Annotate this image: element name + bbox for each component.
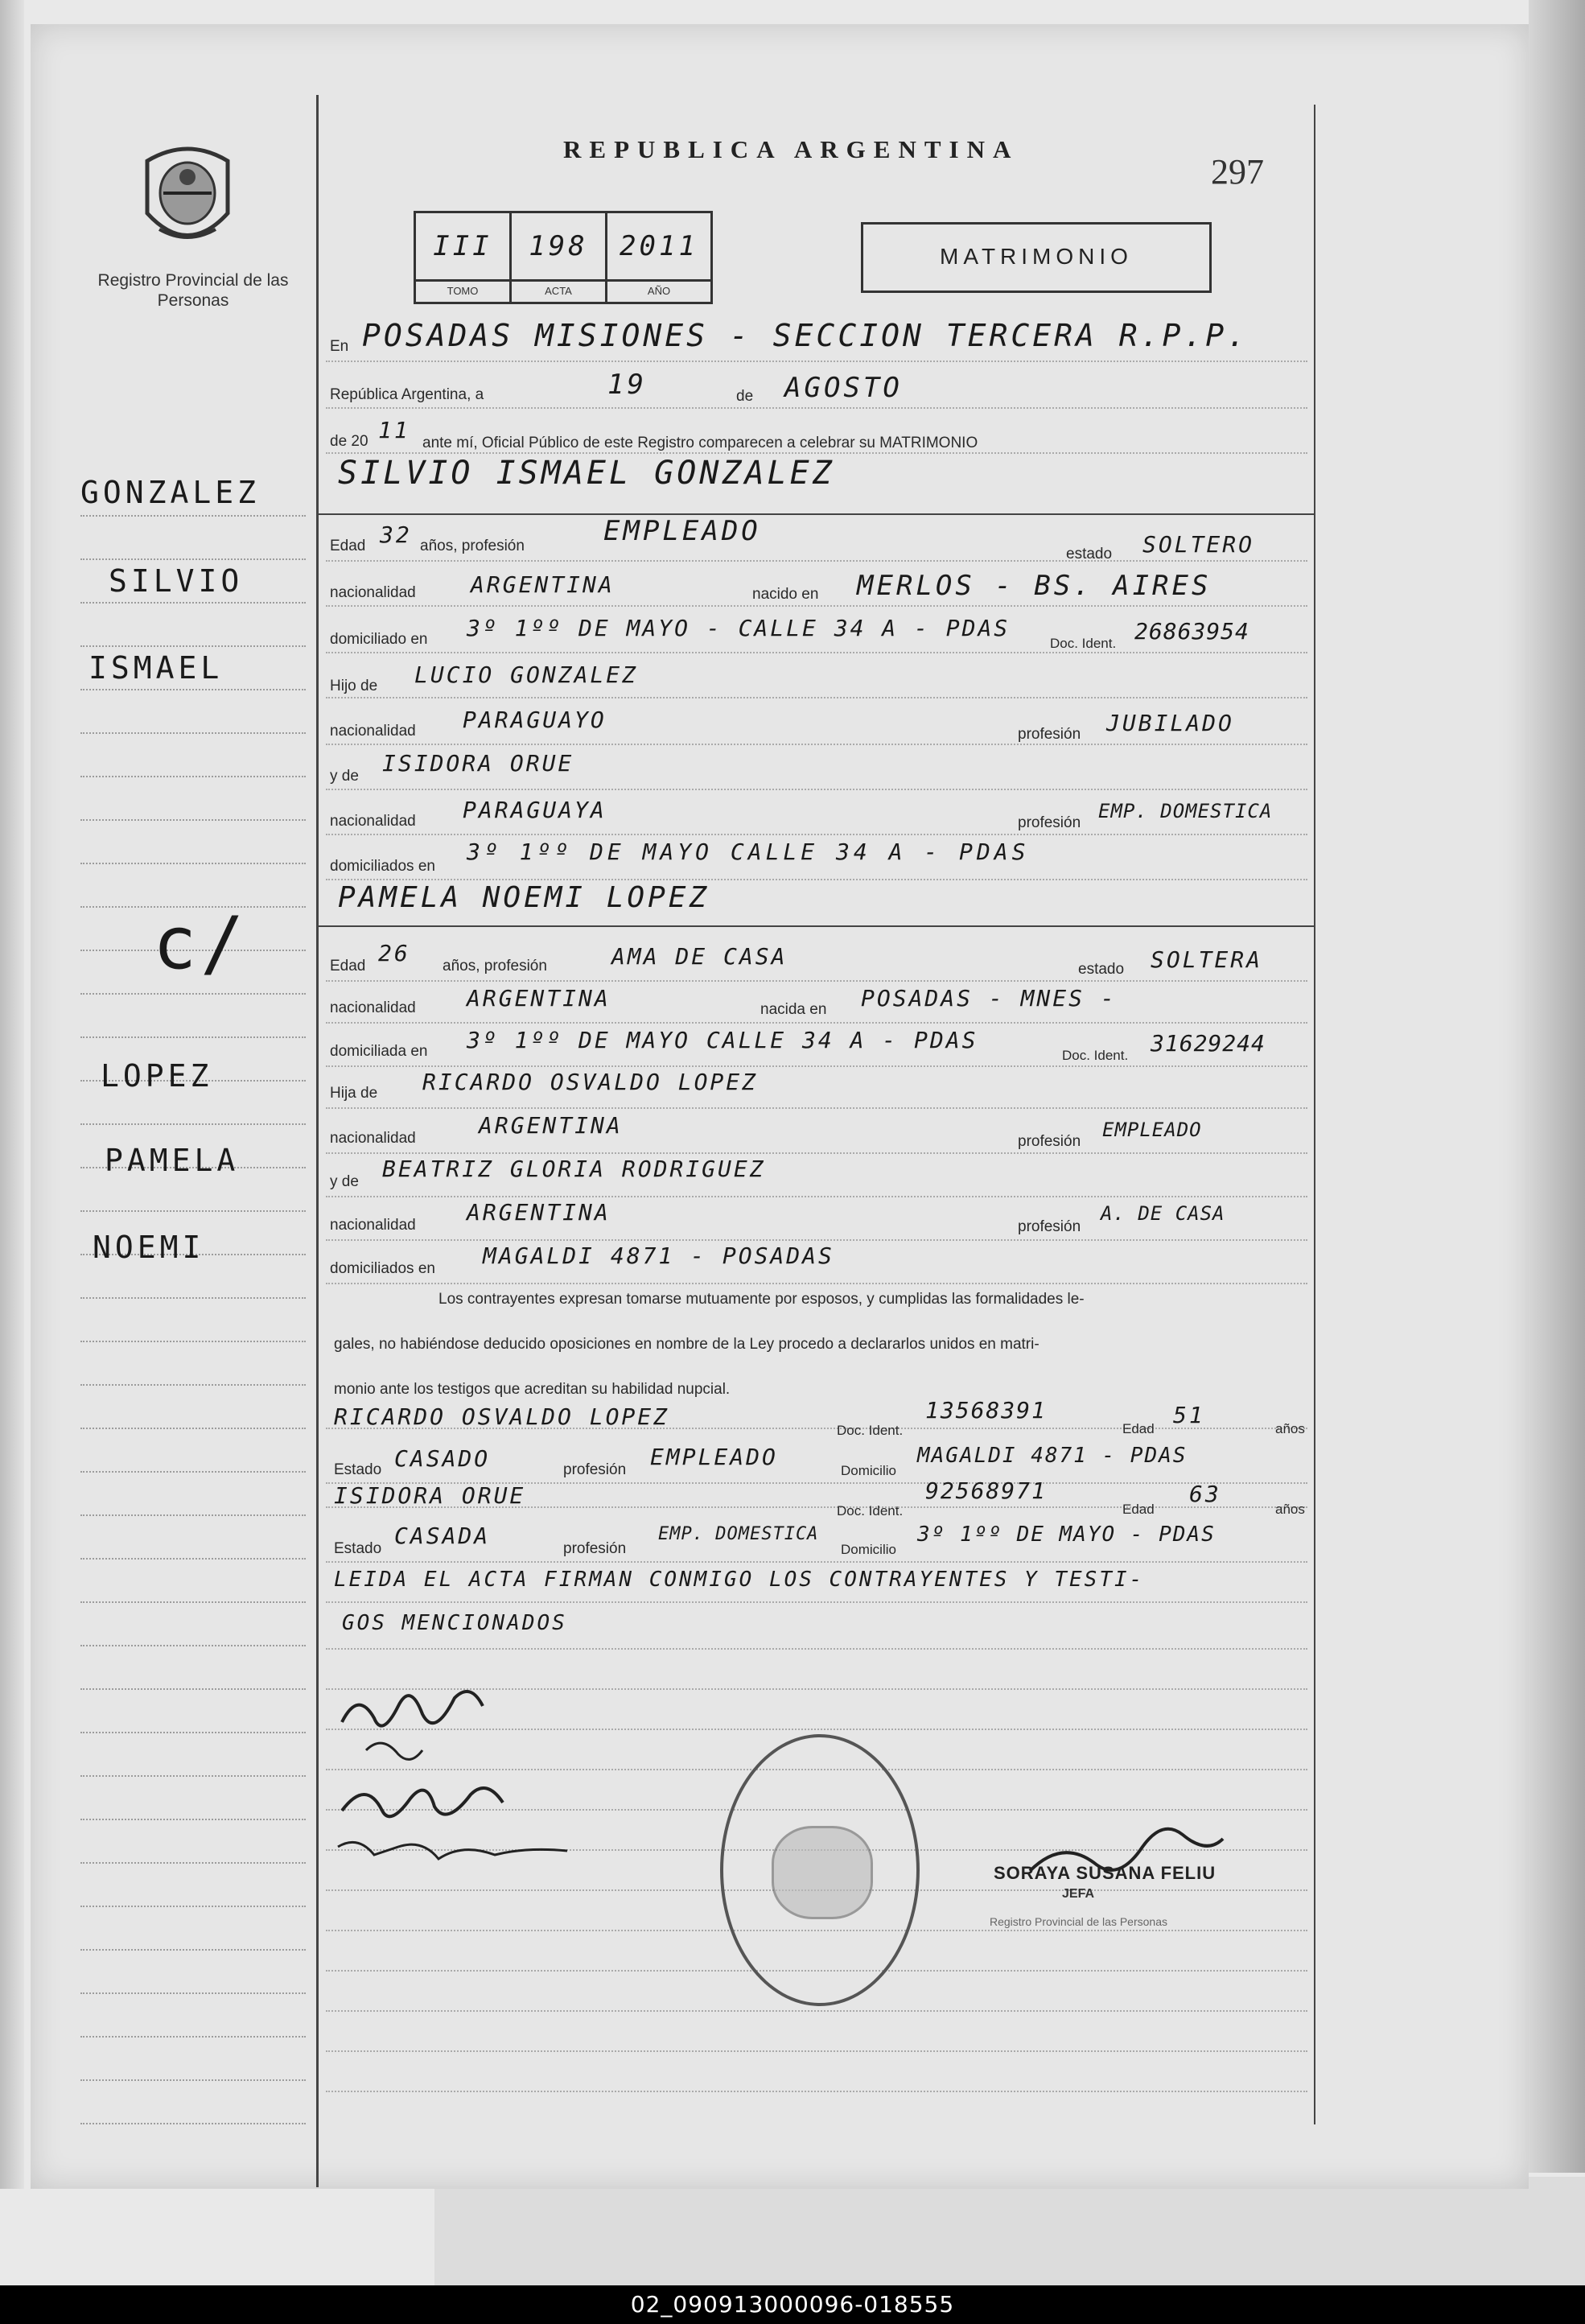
witness2-age: 63 [1189,1481,1221,1507]
groom-mother-prof-label: profesión [1018,814,1081,831]
witness2-doc-label: Doc. Ident. [837,1503,904,1518]
margin-bride-surname: LOPEZ [101,1058,213,1094]
margin-divider-line [316,95,319,2187]
bride-full-name: PAMELA NOEMI LOPEZ [338,881,710,914]
groom-father-nac-label: nacionalidad [330,723,416,740]
margin-ruled-line [80,2036,306,2038]
bride-father-name: RICARDO OSVALDO LOPEZ [422,1069,759,1095]
bride-domiciliados-label: domiciliados en [330,1260,435,1277]
form-field-line [326,1107,1307,1110]
witness2-civil-status: CASADA [394,1523,491,1549]
bride-mother-nationality: ARGENTINA [467,1199,611,1226]
groom-father-prof-label: profesión [1018,726,1081,743]
bride-doc-label: Doc. Ident. [1062,1048,1129,1063]
witness1-profesion-label: profesión [563,1461,627,1478]
bride-age: 26 [378,940,410,966]
form-field-line [326,560,1307,562]
bride-birthplace: POSADAS - MNES - [861,985,1117,1012]
groom-full-name: SILVIO ISMAEL GONZALEZ [338,455,835,492]
tomo-acta-ano-box [414,211,713,304]
bride-name-underline [318,925,1314,927]
margin-ruled-line [80,1819,306,1821]
declaration-line2: gales, no habiéndose deducido oposiciones en nombre de la Ley procedo a declararlos unidos en matri- [334,1336,1040,1353]
witness2-doc-number: 92568971 [925,1477,1047,1504]
groom-doc-number: 26863954 [1134,618,1249,645]
bride-father-nac-label: nacionalidad [330,1130,416,1147]
margin-ruled-line [80,1688,306,1691]
witness1-doc-label: Doc. Ident. [837,1423,904,1438]
official-title: JEFA [1062,1887,1095,1901]
margin-ruled-line [80,1428,306,1430]
registry-name: Registro Provincial de las Personas [97,271,289,310]
book-edge-left [0,0,24,2189]
form-field-line [326,652,1307,654]
appearance-text: ante mí, Oficial Público de este Registro comparecen a celebrar su MATRIMONIO [422,435,978,451]
margin-ruled-line [80,645,306,648]
margin-ruled-line [80,2123,306,2125]
form-field-line [326,697,1307,699]
tomo-cell [416,213,512,279]
witness1-doc-number: 13568391 [925,1397,1047,1424]
bride-yde-label: y de [330,1173,359,1190]
groom-estado-label: estado [1066,546,1113,562]
groom-nacido-label: nacido en [752,586,819,603]
margin-groom-surname: GONZALEZ [80,475,261,510]
witness1-age: 51 [1173,1402,1205,1428]
witness2-profesion-label: profesión [563,1540,627,1557]
book-lower-edge [434,2177,1585,2285]
witness1-edad-label: Edad [1122,1421,1155,1436]
witness2-name: ISIDORA ORUE [334,1482,526,1509]
groom-nationality: ARGENTINA [471,571,615,598]
groom-name-underline [318,513,1314,515]
margin-ruled-line [80,1645,306,1647]
ano-value: 2011 [620,230,698,262]
margin-ruled-line [80,776,306,778]
groom-mother-name: ISIDORA ORUE [382,750,574,777]
margin-ruled-line [80,2079,306,2082]
form-field-line [326,1283,1307,1285]
form-field-line [326,1561,1307,1564]
declaration-line3: monio ante los testigos que acreditan su habilidad nupcial. [334,1381,731,1398]
act-day: 19 [607,369,647,401]
margin-ruled-line [80,1862,306,1865]
groom-mother-nationality: PARAGUAYA [463,797,607,823]
witness1-anos-label: años [1275,1421,1305,1436]
bride-mother-nac-label: nacionalidad [330,1217,416,1234]
body-ruled-line [326,2091,1307,2093]
margin-bride-name2: NOEMI [93,1230,205,1265]
image-id-caption: 02_090913000096-018555 [0,2285,1585,2324]
en-label: En [330,338,349,355]
form-field-line [326,744,1307,746]
form-field-line [326,1152,1307,1155]
official-seal-stamp [720,1734,920,2006]
margin-ruled-line [80,1514,306,1517]
groom-edad-label: Edad [330,538,366,554]
province-coat-of-arms-icon [135,137,240,258]
groom-birthplace: MERLOS - BS. AIRES [857,570,1212,602]
witness2-edad-label: Edad [1122,1502,1155,1517]
groom-domiciliado-label: domiciliado en [330,631,428,648]
margin-ruled-line [80,1601,306,1604]
bride-father-profession: EMPLEADO [1102,1119,1202,1141]
form-field-line [326,1065,1307,1068]
margin-ruled-line [80,558,306,561]
country-heading: REPUBLICA ARGENTINA [563,135,1019,163]
margin-ruled-line [80,1558,306,1560]
book-edge-right [1529,0,1585,2173]
form-field-line [326,605,1307,608]
acta-value: 198 [529,230,588,262]
groom-nacionalidad-label: nacionalidad [330,584,416,601]
margin-ruled-line [80,1297,306,1300]
bride-mother-profession: A. DE CASA [1101,1202,1225,1225]
groom-age: 32 [380,521,412,548]
witness1-civil-status: CASADO [394,1445,491,1472]
groom-yde-label: y de [330,768,359,785]
bride-parents-address: MAGALDI 4871 - POSADAS [483,1242,834,1269]
bride-edad-label: Edad [330,958,366,975]
de-label: de [736,388,754,405]
witness2-domicilio-label: Domicilio [841,1542,896,1557]
margin-ruled-line [80,863,306,865]
margin-ruled-line [80,732,306,735]
bride-civil-status: SOLTERA [1151,946,1263,973]
groom-doc-label: Doc. Ident. [1050,636,1117,651]
body-ruled-line [326,2010,1307,2013]
groom-profession: EMPLEADO [603,515,761,547]
signature-groom [334,1674,495,1778]
form-field-line [326,1022,1307,1024]
witness1-domicilio-label: Domicilio [841,1463,896,1478]
margin-ruled-line [80,819,306,822]
margin-connector: c/ [153,901,249,986]
bride-mother-prof-label: profesión [1018,1218,1081,1235]
witness1-estado-label: Estado [334,1461,382,1478]
bride-domiciliada-label: domiciliada en [330,1043,428,1060]
bride-anos-label: años, profesión [443,958,547,975]
margin-ruled-line [80,1123,306,1126]
bride-mother-name: BEATRIZ GLORIA RODRIGUEZ [382,1156,766,1182]
form-field-line [326,361,1307,363]
margin-ruled-line [80,993,306,995]
bride-nacida-label: nacida en [760,1001,827,1018]
witness2-estado-label: Estado [334,1540,382,1557]
witness1-address: MAGALDI 4871 - PDAS [917,1444,1188,1468]
form-field-line [326,980,1307,983]
year-suffix: 11 [378,417,410,443]
groom-hijo-label: Hijo de [330,678,378,694]
form-field-line [326,1196,1307,1198]
margin-ruled-line [80,1906,306,1908]
bride-father-prof-label: profesión [1018,1133,1081,1150]
margin-ruled-line [80,602,306,604]
groom-mother-profession: EMP. DOMESTICA [1098,800,1273,822]
groom-mother-nac-label: nacionalidad [330,813,416,830]
act-type-box: MATRIMONIO [861,222,1212,293]
ano-label: AÑO [607,279,710,303]
bride-father-nationality: ARGENTINA [479,1112,623,1139]
bride-nationality: ARGENTINA [467,985,611,1012]
acta-cell [512,213,607,279]
form-field-line [326,834,1307,836]
margin-ruled-line [80,1775,306,1778]
margin-ruled-line [80,1471,306,1473]
bride-nacionalidad-label: nacionalidad [330,999,416,1016]
margin-ruled-line [80,1341,306,1343]
acta-label: ACTA [512,279,607,303]
margin-bride-name1: PAMELA [105,1143,240,1178]
ano-cell [607,213,710,279]
margin-groom-name1: SILVIO [109,563,244,599]
witness1-name: RICARDO OSVALDO LOPEZ [334,1403,670,1430]
witness2-anos-label: años [1275,1502,1305,1517]
seal-emblem [772,1826,873,1919]
official-name: SORAYA SUSANA FELIU [994,1863,1217,1883]
bride-estado-label: estado [1078,961,1125,978]
witness2-profession: EMP. DOMESTICA [658,1524,819,1544]
margin-ruled-line [80,1384,306,1387]
right-border-line [1314,105,1315,2124]
closing-line1: LEIDA EL ACTA FIRMAN CONMIGO LOS CONTRAYENTES Y TESTI- [334,1568,1145,1592]
margin-ruled-line [80,689,306,691]
form-field-line [326,407,1307,410]
year-prefix: de 20 [330,433,368,450]
act-place: POSADAS MISIONES - SECCION TERCERA R.P.P. [362,318,1249,353]
form-field-line [326,789,1307,791]
bride-profession: AMA DE CASA [611,943,788,970]
margin-ruled-line [80,1210,306,1213]
page-number: 297 [1211,152,1264,192]
margin-groom-name2: ISMAEL [89,650,224,686]
witness1-profession: EMPLEADO [650,1444,778,1470]
form-field-line [326,1239,1307,1242]
official-office: Registro Provincial de las Personas [990,1915,1167,1928]
act-month: AGOSTO [784,372,903,404]
witness2-address: 3º 1ºº DE MAYO - PDAS [917,1523,1216,1547]
form-field-line [326,1601,1307,1604]
margin-ruled-line [80,1732,306,1734]
groom-civil-status: SOLTERO [1142,531,1255,558]
tomo-value: III [433,230,492,262]
closing-line2: GOS MENCIONADOS [342,1611,567,1635]
bride-hija-label: Hija de [330,1085,378,1102]
body-ruled-line [326,2050,1307,2053]
bride-address: 3º 1ºº DE MAYO CALLE 34 A - PDAS [467,1027,978,1053]
declaration-line1: Los contrayentes expresan tomarse mutuamente por esposos, y cumplidas las formalidades le- [438,1291,1085,1308]
groom-father-name: LUCIO GONZALEZ [414,661,639,688]
margin-ruled-line [80,1036,306,1039]
groom-anos-label: años, profesión [420,538,525,554]
groom-parents-address: 3º 1ºº DE MAYO CALLE 34 A - PDAS [467,839,1030,865]
margin-ruled-line [80,515,306,517]
tomo-label: TOMO [416,279,512,303]
groom-domiciliados-label: domiciliados en [330,858,435,875]
signature-bride [334,1770,583,1883]
body-ruled-line [326,1648,1307,1650]
margin-ruled-line [80,1992,306,1995]
bride-doc-number: 31629244 [1151,1030,1266,1057]
republica-label: República Argentina, a [330,386,484,403]
groom-father-nationality: PARAGUAYO [463,707,607,733]
margin-ruled-line [80,1949,306,1951]
groom-father-profession: JUBILADO [1106,710,1234,736]
groom-address: 3º 1ºº DE MAYO - CALLE 34 A - PDAS [467,615,1011,641]
